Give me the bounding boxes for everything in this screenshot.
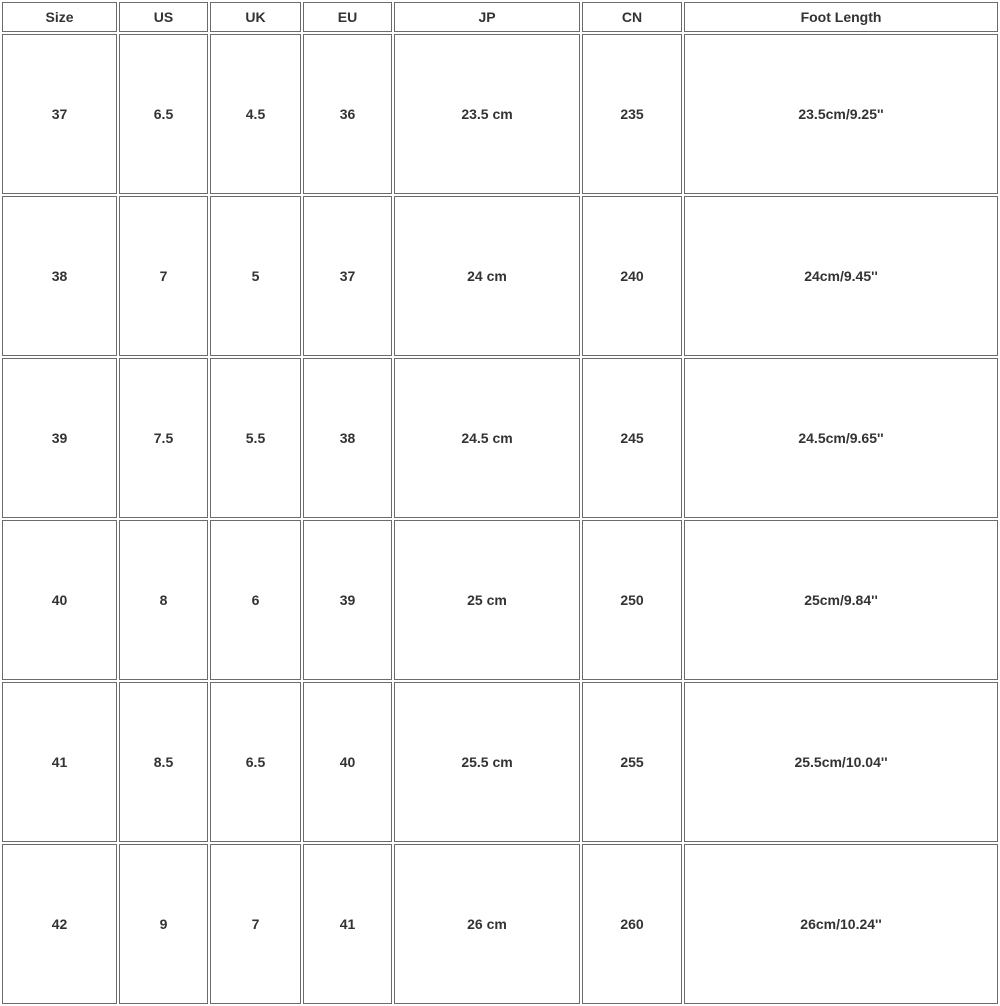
cell-cn: 255 (582, 682, 682, 842)
cell-us: 6.5 (119, 34, 208, 194)
cell-us: 8.5 (119, 682, 208, 842)
cell-jp: 24 cm (394, 196, 580, 356)
cell-cn: 240 (582, 196, 682, 356)
cell-uk: 4.5 (210, 34, 301, 194)
cell-size: 42 (2, 844, 117, 1004)
header-row (2, 2, 998, 32)
header-us: US (119, 2, 208, 32)
cell-jp: 25.5 cm (394, 682, 580, 842)
cell-eu: 38 (303, 358, 392, 518)
cell-eu: 40 (303, 682, 392, 842)
cell-foot-length: 25.5cm/10.04'' (684, 682, 998, 842)
cell-us: 7 (119, 196, 208, 356)
cell-size: 39 (2, 358, 117, 518)
table-row (2, 520, 998, 680)
cell-size: 40 (2, 520, 117, 680)
header-foot-length: Foot Length (684, 2, 998, 32)
table-row (2, 196, 998, 356)
table-row (2, 34, 998, 194)
header-eu: EU (303, 2, 392, 32)
cell-eu: 36 (303, 34, 392, 194)
cell-jp: 24.5 cm (394, 358, 580, 518)
header-cn: CN (582, 2, 682, 32)
table-row (2, 682, 998, 842)
cell-cn: 260 (582, 844, 682, 1004)
cell-size: 38 (2, 196, 117, 356)
cell-foot-length: 24cm/9.45'' (684, 196, 998, 356)
cell-cn: 250 (582, 520, 682, 680)
cell-eu: 41 (303, 844, 392, 1004)
cell-us: 9 (119, 844, 208, 1004)
cell-eu: 37 (303, 196, 392, 356)
cell-uk: 5.5 (210, 358, 301, 518)
table-row (2, 844, 998, 1004)
cell-eu: 39 (303, 520, 392, 680)
cell-uk: 6.5 (210, 682, 301, 842)
table-row (2, 358, 998, 518)
cell-jp: 26 cm (394, 844, 580, 1004)
cell-uk: 7 (210, 844, 301, 1004)
cell-cn: 245 (582, 358, 682, 518)
cell-size: 37 (2, 34, 117, 194)
cell-cn: 235 (582, 34, 682, 194)
cell-foot-length: 24.5cm/9.65'' (684, 358, 998, 518)
header-jp: JP (394, 2, 580, 32)
cell-us: 8 (119, 520, 208, 680)
cell-uk: 6 (210, 520, 301, 680)
cell-foot-length: 23.5cm/9.25'' (684, 34, 998, 194)
cell-size: 41 (2, 682, 117, 842)
cell-uk: 5 (210, 196, 301, 356)
cell-jp: 25 cm (394, 520, 580, 680)
cell-foot-length: 25cm/9.84'' (684, 520, 998, 680)
header-uk: UK (210, 2, 301, 32)
cell-foot-length: 26cm/10.24'' (684, 844, 998, 1004)
cell-us: 7.5 (119, 358, 208, 518)
cell-jp: 23.5 cm (394, 34, 580, 194)
header-size: Size (2, 2, 117, 32)
